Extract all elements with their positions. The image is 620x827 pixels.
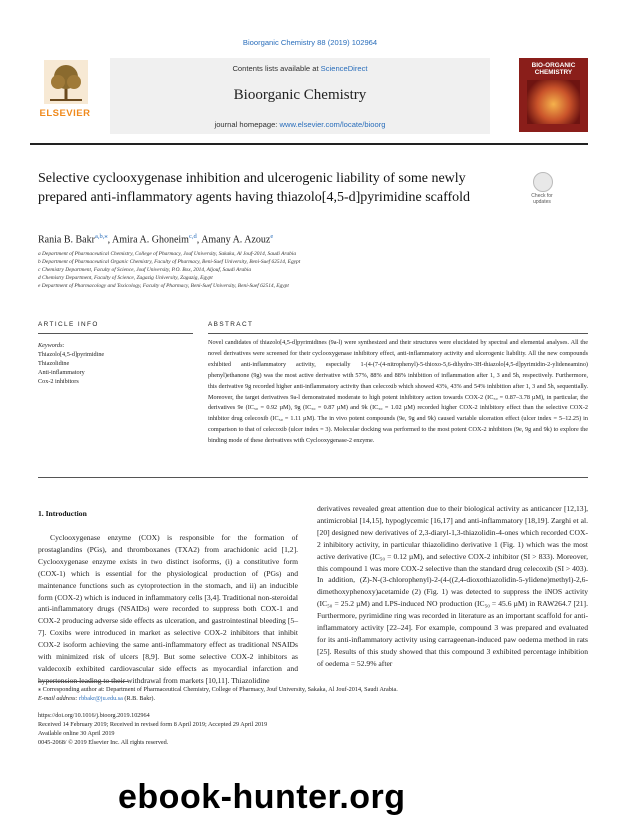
affiliation: d Chemistry Department, Faculty of Science, Zagazig University, Zagazig, Egypt bbox=[38, 275, 213, 281]
email-label: E-mail address: bbox=[38, 695, 80, 702]
check-updates-label: Check for updates bbox=[531, 193, 553, 205]
author-name[interactable]: Rania B. Bakr bbox=[38, 234, 95, 246]
email-suffix: (R.B. Bakr). bbox=[122, 695, 156, 702]
publisher-name: ELSEVIER bbox=[39, 108, 91, 119]
abstract-text: Novel candidates of thiazolo[4,5-d]pyrimidines (9a-l) were synthesized and their structures were elucidated by spectral and elemental analyses. All the novel derivatives were screened for their cyclooxygenase inhibitory effect, anti-inflammatory activity and ulcerogenic liability. All the new compounds exhibited anti-inflammatory activity, especially 1-(4-(7-(4-nitrophenyl)-5-thioxo-5,6-dihydro-3H-thiazolo[4,5-d]pyrimidin-2-ylideneamino) phenyl)ethanone (9g) was the most active derivative with 57%, 88% and 88% inhibition of inflammation after 1, 3 and 5h, respectively. Furthermore, this derivative 9g recorded higher anti-inflammatory activity than celecoxib which showed 43%, 43% and 54% inhibition after 1, 3 and 5h, sequentially. Moreover, the target derivatives 9a-l demonstrated moderate to high potent inhibitory action towards COX-2 (IC₅₀ = 0.87–3.78 µM), in particular, the derivatives 9e (IC₅₀ = 0.92 µM), 9g (IC₅₀ = 0.87 µM) and 9k (IC₅₀ = 1.02 µM) recorded higher COX-2 inhibitory effect than the selective COX-2 inhibitor drug celecoxib (IC₅₀ = 1.11 µM). The in vivo potent compounds (9e, 9g and 9k) caused variable ulceration effect (ulcer index = 5–12.25) in comparison to that of celecoxib (ulcer index = 3). Molecular docking was performed to the most potent COX-2 inhibitors (9e, 9g and 9k) to explore the binding mode of these derivatives with Cyclooxygenase-2 enzyme. bbox=[208, 339, 588, 445]
email-line bbox=[38, 695, 588, 702]
abstract-heading: ABSTRACT bbox=[208, 321, 254, 328]
online-date: Available online 30 April 2019 bbox=[38, 730, 115, 737]
author-affil-marker[interactable]: e bbox=[270, 233, 274, 240]
keyword: Cox-2 inhibitors bbox=[38, 378, 79, 385]
keyword: Thiazolo[4,5-d]pyrimidine bbox=[38, 351, 105, 358]
doi-link[interactable]: https://doi.org/10.1016/j.bioorg.2019.102964 bbox=[38, 712, 150, 719]
sciencedirect-link[interactable]: ScienceDirect bbox=[320, 64, 368, 73]
contents-line bbox=[110, 64, 490, 73]
article-title: Selective cyclooxygenase inhibition and ulcerogenic liability of some newly prepared anti-inflammatory agents having thiazolo[4,5-d]pyrimidine scaffold bbox=[38, 171, 471, 205]
cover-title: BIO-ORGANIC CHEMISTRY bbox=[531, 62, 576, 76]
author-name[interactable]: Amira A. Ghoneim bbox=[112, 234, 189, 246]
header-rule bbox=[30, 143, 588, 145]
watermark: ebook-hunter.org bbox=[118, 778, 406, 816]
received-dates: Received 14 February 2019; Received in revised form 8 April 2019; Accepted 29 April 2019 bbox=[38, 721, 268, 728]
corresponding-author-note: ⁎ Corresponding author at: Department of Pharmaceutical Chemistry, College of Pharmacy, Jouf University, Sakaka, Al Jouf-2014, Saudi Arabia. bbox=[38, 686, 398, 693]
homepage-line bbox=[110, 120, 490, 129]
author-affil-marker[interactable]: a,b,⁎ bbox=[94, 233, 108, 240]
affiliation: c Chemistry Department, Faculty of Science, Jouf University, P.O. Box, 2014, Aljouf, Saudi Arabia bbox=[38, 267, 252, 273]
affiliation: a Department of Pharmaceutical Chemistry, College of Pharmacy, Jouf University, Sakaka, Al Jouf-2014, Saudi Arabia bbox=[38, 251, 297, 257]
homepage-link[interactable]: www.elsevier.com/locate/bioorg bbox=[279, 120, 386, 129]
journal-name: Bioorganic Chemistry bbox=[233, 87, 367, 103]
keyword: Thiazolidine bbox=[38, 360, 70, 367]
abstract-bottom-rule bbox=[38, 477, 588, 478]
keyword: Anti-inflammatory bbox=[38, 369, 85, 376]
check-for-updates-button[interactable] bbox=[522, 172, 562, 208]
elsevier-tree-icon bbox=[44, 60, 88, 104]
article-info-heading: ARTICLE INFO bbox=[38, 321, 99, 328]
intro-right-column: derivatives revealed great attention due to their biological activity as anticancer [12,13], antimicrobial [14,15], hypoglycemic [16,17] and anti-inflammatory [18,19]. Zarghi et al. [20] designed new derivatives of 2,3-diaryl-1,3-thiazolidin-4-ones which recorded COX-2 inhibitory activity, in particular thiazolidino derivative 1 (Fig. 1) which was the most active derivative (IC₅₀ = 0.12 µM), and selective COX-2 inhibitor (SI > 833). Moreover, this compound 1 was more COX-2 selective than the standard drug celecoxib (SI > 403). In addition, (Z)-N-(3-chlorophenyl)-2-(4-((2,4-dioxothiazolidin-5-ylidene)methyl)-2,6-dimethoxyphenoxy)acetamide (2) (Fig. 1) was detected to suppress the iNOS activity (IC₅₀ = 25.2 µM) and LPS-induced NO production (IC₅₀ = 45.6 µM) in RAW264.7 [21]. Furthermore, pyrimidine ring was recorded in literature as an important scaffold for anti-inflammatory activity [22–24]. For example, compound 3 was prepared and evaluated for its anti-inflammatory activity using carrageenan-induced paw oedema method in rats [25]. Results of this study showed that this compound 3 exhibited percentage inhibition of oedema = 52.9% after bbox=[317, 504, 588, 668]
elsevier-logo bbox=[30, 58, 100, 124]
contents-prefix: Contents lists available at bbox=[232, 64, 321, 73]
article-info-rule bbox=[38, 333, 193, 334]
keywords-label: Keywords: bbox=[38, 342, 65, 349]
homepage-prefix: journal homepage: bbox=[214, 120, 280, 129]
intro-left-column: Cyclooxygenase enzyme (COX) is responsible for the formation of prostaglandins (PGs), and thromboxanes (TXA2) from arachidonic acid [1,2]. Cyclooxygenase enzyme exists in two distinct isoforms, (i) a constitutive form (COX-1) which is essential for the physiological production of (PGs) and maintenance functions such as cytoprotection in the stomach, and ii) an inducible form (COX-2) which is induced in inflammatory cells [3,4]. Traditional non-steroidal anti-inflammatory drugs (NSAIDs) were recorded to suppress both COX-1 and COX-2 producing adverse side effects as ulceration, and gastrointestinal bleeding [5–7]. Coxibs were introduced in market as selective COX-2 inhibitors that inhibit COX-2 isoform achieving the same anti-inflammatory effect as traditional NSAIDs with minimized risk of ulcers [8,9]. But some selective COX-2 inhibitors as valdecoxib exhibited cardiovascular side effects as myocardial infarction and hypertension leading to their withdrawal from markets [10,11]. Thiazolidine bbox=[38, 533, 298, 685]
check-updates-icon bbox=[533, 172, 553, 192]
abstract-rule bbox=[208, 333, 588, 334]
copyright: 0045-2068/ © 2019 Elsevier Inc. All rights reserved. bbox=[38, 739, 169, 746]
footnote-rule bbox=[38, 681, 128, 682]
cover-image bbox=[527, 80, 580, 124]
author-list: Rania B. Bakr$^{a,b,⁎}$, Amira A. Ghoneim$^{c,d}$, Amany A. Azouz$^e$ bbox=[38, 233, 274, 246]
author-name[interactable]: Amany A. Azouz bbox=[201, 234, 271, 246]
email-link[interactable]: rbbakr@ju.edu.sa bbox=[79, 695, 123, 702]
journal-reference[interactable]: Bioorganic Chemistry 88 (2019) 102964 bbox=[242, 38, 378, 47]
affiliation: e Department of Pharmacology and Toxicology, Faculty of Pharmacy, Beni-Suef University, Beni-Suef 62514, Egypt bbox=[38, 283, 289, 289]
section-heading-introduction: 1. Introduction bbox=[38, 509, 87, 518]
author-affil-marker[interactable]: c,d bbox=[188, 233, 197, 240]
journal-cover[interactable] bbox=[519, 58, 588, 132]
affiliation: b Department of Pharmaceutical Organic Chemistry, Faculty of Pharmacy, Beni-Suef University, Beni-Suef 62514, Egypt bbox=[38, 259, 301, 265]
